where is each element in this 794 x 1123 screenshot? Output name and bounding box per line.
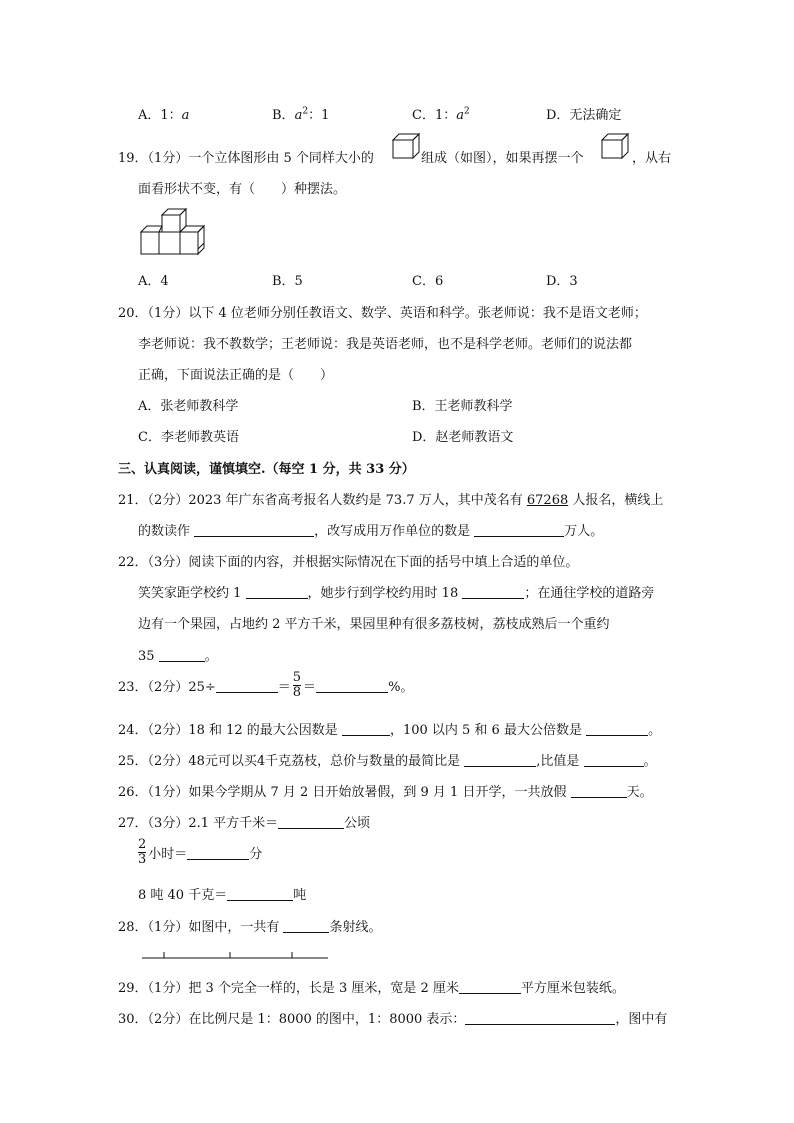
q22-line1: 22．（3分）阅读下面的内容，并根据实际情况在下面的括号中填上合适的单位。	[118, 555, 579, 570]
answer-blank[interactable]	[283, 919, 329, 933]
q18-option-b: B．$a^2$：1	[272, 106, 330, 123]
answer-blank[interactable]	[465, 1011, 615, 1025]
q20-line2: 李老师说：我不教数学；王老师说：我是英语老师，也不是科学老师。老师们的说法都	[138, 337, 633, 352]
q22-line2: 笑笑家距学校约 1 ，她步行到学校约用时 18 ；在通往学校的道路旁	[138, 586, 655, 601]
cube-icon	[392, 133, 420, 159]
q25: 25．（2分）48元可以买4千克荔枝，总价与数量的最简比是 ,比值是 。	[118, 754, 657, 769]
q20-option-b: B．王老师教科学	[412, 399, 513, 414]
answer-blank[interactable]	[194, 523, 314, 537]
q19-option-b: B．5	[272, 274, 303, 289]
q27-line2: $\frac{2}{3}$ 小时＝ 分	[138, 837, 263, 867]
answer-blank[interactable]	[316, 679, 388, 693]
q26: 26．（1分）如果今学期从 7 月 2 日开始放暑假，到 9 月 1 日开学，一共放假 天。	[118, 785, 653, 800]
q22-line4: 35 。	[138, 649, 218, 664]
answer-blank[interactable]	[586, 722, 648, 736]
q20-option-a: A．张老师教科学	[138, 399, 239, 414]
q19-line1-end: ，从右	[632, 151, 672, 166]
q23: 23．（2分）25÷ ＝ $\frac{5}{8}$ ＝ %。	[118, 670, 414, 700]
answer-blank[interactable]	[459, 980, 521, 994]
q20-option-d: D．赵老师教语文	[412, 430, 514, 445]
answer-blank[interactable]	[187, 846, 249, 860]
q21-line2: 的数读作 ，改写成用万作单位的数是 万人。	[138, 524, 604, 539]
answer-blank[interactable]	[227, 887, 293, 901]
answer-blank[interactable]	[159, 648, 205, 662]
q29: 29．（1分）把 3 个完全一样的，长是 3 厘米，宽是 2 厘米 平方厘米包装纸。	[118, 981, 625, 996]
fraction: $\frac{2}{3}$	[138, 837, 147, 867]
section-heading: 三、认真阅读，谨慎填空.（每空 1 分，共 33 分）	[118, 462, 415, 477]
q20-option-c: C．李老师教英语	[138, 430, 239, 445]
answer-blank[interactable]	[464, 753, 536, 767]
q21-line1: 21．（2分）2023 年广东省高考报名人数约是 73.7 万人，其中茂名有 67268 人报名，横线上	[118, 493, 664, 508]
cube-icon	[601, 133, 629, 159]
q28-ray-figure	[142, 946, 328, 966]
q18-option-c: C．1：$a^2$	[412, 106, 470, 123]
q24: 24．（2分）18 和 12 的最大公因数是 ，100 以内 5 和 6 最大公倍数是 。	[118, 723, 662, 738]
answer-blank[interactable]	[584, 753, 644, 767]
q27-line1: 27．（3分）2.1 平方千米＝ 公顷	[118, 816, 371, 831]
q19-line1: 19．（1分）一个立体图形由 5 个同样大小的	[118, 151, 374, 166]
answer-blank[interactable]	[474, 523, 564, 537]
answer-blank[interactable]	[571, 784, 627, 798]
q27-line3: 8 吨 40 千克＝ 吨	[138, 888, 307, 903]
q22-line3: 边有一个果园，占地约 2 平方千米，果园里种有很多荔枝树，荔枝成熟后一个重约	[138, 617, 610, 632]
q20-line1: 20．（1分）以下 4 位老师分别任教语文、数学、英语和科学。张老师说：我不是语文老师；	[118, 306, 647, 321]
answer-blank[interactable]	[216, 679, 278, 693]
fraction: $\frac{5}{8}$	[292, 670, 302, 700]
q19-line1-mid: 组成（如图），如果再摆一个	[421, 151, 584, 166]
q18-option-a: A．1：a	[138, 108, 190, 123]
q19-option-d: D．3	[546, 274, 578, 289]
q20-line3: 正确，下面说法正确的是（ ）	[138, 368, 334, 383]
q19-option-a: A．4	[138, 274, 169, 289]
answer-blank[interactable]	[462, 585, 524, 599]
answer-blank[interactable]	[246, 585, 308, 599]
q28: 28．（1分）如图中，一共有 条射线。	[118, 920, 382, 935]
q18-option-d: D．无法确定	[546, 108, 622, 123]
q19-option-c: C．6	[412, 274, 444, 289]
answer-blank[interactable]	[278, 815, 344, 829]
answer-blank[interactable]	[342, 722, 390, 736]
q19-cube-figure	[140, 208, 210, 260]
q19-line2: 面看形状不变，有（ ）种摆法。	[138, 182, 347, 197]
q30: 30．（2分）在比例尺是 1：8000 的图中，1：8000 表示： ，图中有	[118, 1012, 668, 1027]
